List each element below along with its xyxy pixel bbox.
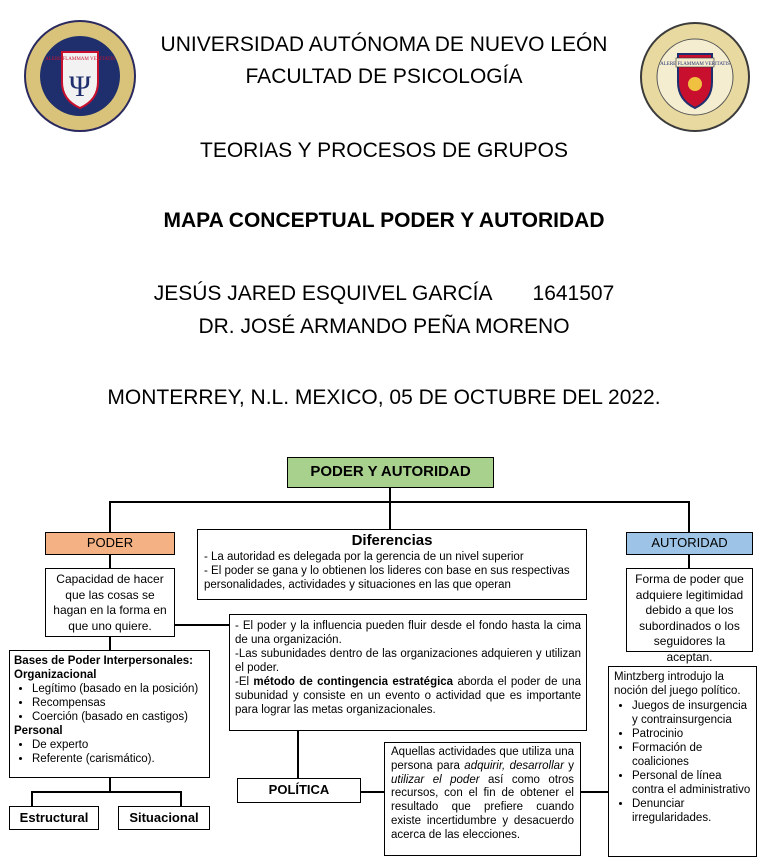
- right-seal-banner: ALERE FLAMMAM VERITATIS: [660, 62, 730, 67]
- estructural-box: Estructural: [9, 806, 99, 830]
- document-title: MAPA CONCEPTUAL PODER Y AUTORIDAD: [163, 209, 605, 232]
- list-item: • Formación de coaliciones: [632, 741, 751, 769]
- diferencias-line-2: - El poder se gana y lo obtienen los lideres con base en sus respectivas personalidades, actividades y situaciones en las que operan: [204, 565, 570, 591]
- connector-autoridad-def: [688, 554, 690, 568]
- connector-main-down: [389, 487, 391, 501]
- bases-poder-box: [9, 650, 210, 778]
- connector-flujo-to-politica: [297, 731, 299, 778]
- connector-poder-to-flujo: [175, 624, 229, 626]
- mintzberg-box: [608, 666, 757, 857]
- psi-symbol-icon: Ψ: [68, 70, 92, 103]
- left-seal-banner: ALERE FLAMMAM VERITATIS: [45, 57, 115, 62]
- contingency-method-term: método de contingencia estratégica: [253, 676, 454, 688]
- connector-poder-def: [109, 554, 111, 568]
- diferencias-title: Diferencias: [351, 532, 433, 549]
- student-line: [0, 281, 768, 307]
- personal-list: [14, 738, 205, 766]
- connector-to-diferencias: [389, 501, 391, 529]
- situacional-box: Situacional: [118, 806, 210, 830]
- list-item: • Juegos de insurgencia y contrainsurgencia: [632, 699, 751, 727]
- connector-to-estructural: [31, 791, 33, 806]
- connector-to-poder: [109, 501, 111, 532]
- politica-box: POLÍTICA: [237, 778, 361, 803]
- autoridad-definition-box: Forma de poder que adquiere legitimidad debido a que los subordinados o los seguidores la aceptan.: [626, 568, 753, 652]
- list-item: • Legítimo (basado en la posición): [32, 682, 205, 696]
- flujo-paragraph-1: - El poder y la influencia pueden fluir desde el fondo hasta la cima de una organización.: [235, 620, 581, 646]
- student-id: 1641507: [532, 282, 615, 305]
- list-item: • Patrocinio: [632, 727, 751, 741]
- poder-flujo-box: [229, 614, 587, 731]
- connector-to-autoridad: [688, 501, 690, 532]
- teacher-name: DR. JOSÉ ARMANDO PEÑA MORENO: [198, 315, 570, 338]
- list-item: • Coerción (basado en castigos): [32, 710, 205, 724]
- bases-title: Bases de Poder Interpersonales:: [14, 655, 193, 667]
- bases-organizacional: Organizacional: [14, 669, 97, 681]
- bases-personal: Personal: [14, 725, 63, 737]
- flujo-paragraph-3: -El método de contingencia estratégica aborda el poder de una subunidad y consiste en un evento o actividad que es importante para lograr las metas organizacionales.: [235, 676, 582, 716]
- politica-definition-box: Aquellas actividades que utiliza una persona para adquirir, desarrollar y utilizar el poder así como otros recursos, con el fin de obtener el resultado que prefiere cuando existe incertidumbre y desacuerdo acerca de las elecciones.: [384, 742, 581, 856]
- student-name: JESÚS JARED ESQUIVEL GARCÍA: [153, 282, 493, 305]
- faculty-name: FACULTAD DE PSICOLOGÍA: [245, 65, 523, 88]
- list-item: • Referente (carismático).: [32, 752, 205, 766]
- connector-top-horizontal: [109, 501, 689, 503]
- autoridad-box: AUTORIDAD: [626, 532, 753, 555]
- mintzberg-list: [614, 699, 751, 825]
- place-date: MONTERREY, N.L. MEXICO, 05 DE OCTUBRE DEL 2022.: [107, 386, 661, 409]
- connector-bases-down: [109, 777, 111, 791]
- list-item: • Personal de línea contra el administrativo: [632, 769, 751, 797]
- list-item: • Recompensas: [32, 696, 205, 710]
- list-item: • Denunciar irregularidades.: [632, 797, 751, 825]
- connector-def-to-mintzberg: [581, 791, 608, 793]
- politica-emphasis-2: utilizar el poder: [391, 773, 480, 786]
- diferencias-box: [197, 529, 587, 600]
- connector-def-to-bases: [109, 636, 111, 650]
- poder-box: PODER: [45, 532, 175, 555]
- politica-emphasis-1: adquirir, desarrollar: [464, 759, 564, 772]
- main-concept-box: PODER Y AUTORIDAD: [287, 457, 494, 488]
- connector-politica-to-def: [360, 791, 384, 793]
- diferencias-line-1: - La autoridad es delegada por la gerencia de un nivel superior: [204, 551, 524, 563]
- flujo-paragraph-2: -Las subunidades dentro de las organizaciones adquieren y utilizan el poder.: [235, 648, 581, 674]
- organizacional-list: [14, 682, 205, 724]
- mintzberg-intro: Mintzberg introdujo la noción del juego político.: [614, 671, 741, 697]
- course-name: TEORIAS Y PROCESOS DE GRUPOS: [200, 139, 568, 162]
- university-name: UNIVERSIDAD AUTÓNOMA DE NUEVO LEÓN: [160, 33, 608, 56]
- right-university-seal: [640, 22, 750, 132]
- connector-to-situacional: [180, 791, 182, 806]
- poder-definition-box: Capacidad de hacer que las cosas se hagan en la forma en que uno quiere.: [45, 568, 175, 637]
- list-item: • De experto: [32, 738, 205, 752]
- connector-split-horizontal: [31, 791, 181, 793]
